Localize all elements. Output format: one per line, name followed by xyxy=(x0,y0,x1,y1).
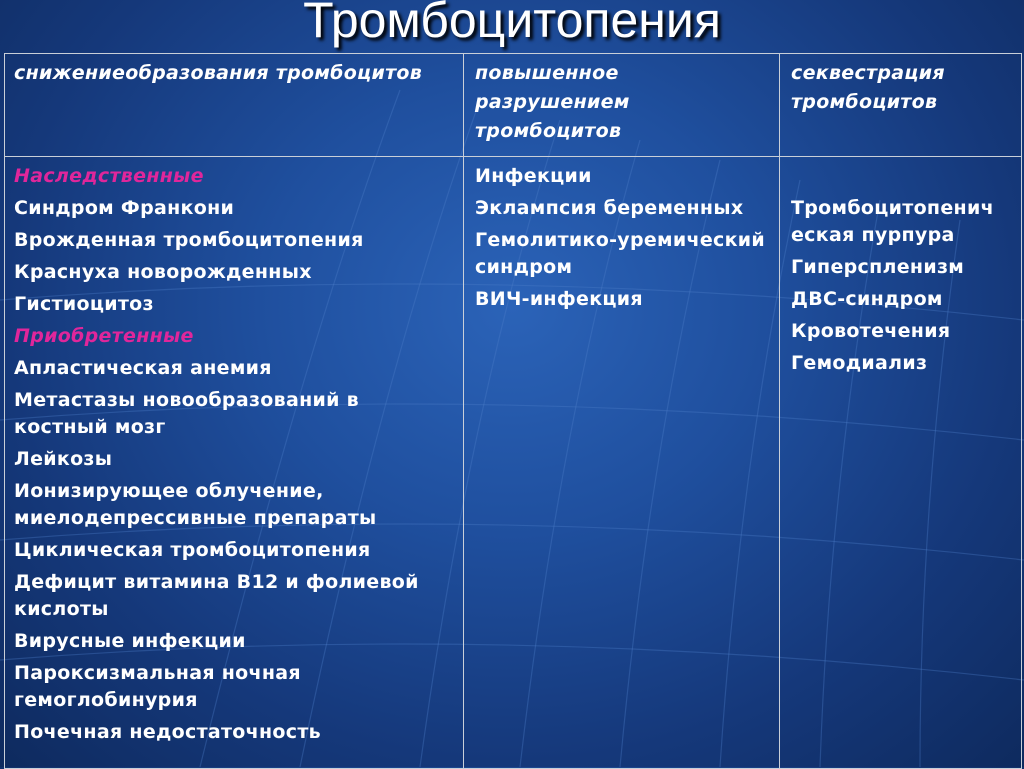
list-item: Циклическая тромбоцитопения xyxy=(14,539,371,561)
list-item: Инфекции xyxy=(475,165,592,187)
header-decreased-production: снижениеобразования тромбоцитов xyxy=(14,62,423,84)
header-sequestration: секвестрация тромбоцитов xyxy=(791,62,945,113)
list-item: Ионизирующее облучение, миелодепрессивные препараты xyxy=(14,480,377,529)
list-item: ДВС-синдром xyxy=(791,288,943,310)
page-title: Тромбоцитопения xyxy=(303,0,721,48)
category-label: Приобретенные xyxy=(14,325,194,347)
list-item: Эклампсия беременных xyxy=(475,197,744,219)
list-item: Апластическая анемия xyxy=(14,357,272,379)
list-item: Пароксизмальная ночная гемоглобинурия xyxy=(14,662,301,711)
column-divider xyxy=(779,54,780,768)
list-item: Гиперспленизм xyxy=(791,256,965,278)
list-item: Гемолитико-уремический синдром xyxy=(475,229,765,278)
column-sequestration xyxy=(791,195,1003,382)
list-item: Гистиоцитоз xyxy=(14,293,154,315)
header-increased-destruction: повышенное разрушением тромбоцитов xyxy=(475,62,630,142)
list-item: Краснуха новорожденных xyxy=(14,261,312,283)
list-item: Дефицит витамина В12 и фолиевой кислоты xyxy=(14,571,419,620)
column-increased-destruction xyxy=(475,163,765,318)
list-item: Синдром Франкони xyxy=(14,197,235,219)
header-divider xyxy=(5,156,1021,157)
list-item: Почечная недостаточность xyxy=(14,721,321,743)
list-item: Гемодиализ xyxy=(791,352,928,374)
list-item: Лейкозы xyxy=(14,448,113,470)
list-item: Кровотечения xyxy=(791,320,951,342)
list-item: ВИЧ-инфекция xyxy=(475,288,643,310)
causes-table xyxy=(4,53,1022,769)
list-item: Метастазы новообразований в костный мозг xyxy=(14,389,359,438)
list-item: Вирусные инфекции xyxy=(14,630,246,652)
column-decreased-production xyxy=(14,163,454,751)
list-item: Врожденная тромбоцитопения xyxy=(14,229,364,251)
category-label: Наследственные xyxy=(14,165,204,187)
list-item: Тромбоцитопеническая пурпура xyxy=(791,197,994,246)
column-divider xyxy=(463,54,464,768)
